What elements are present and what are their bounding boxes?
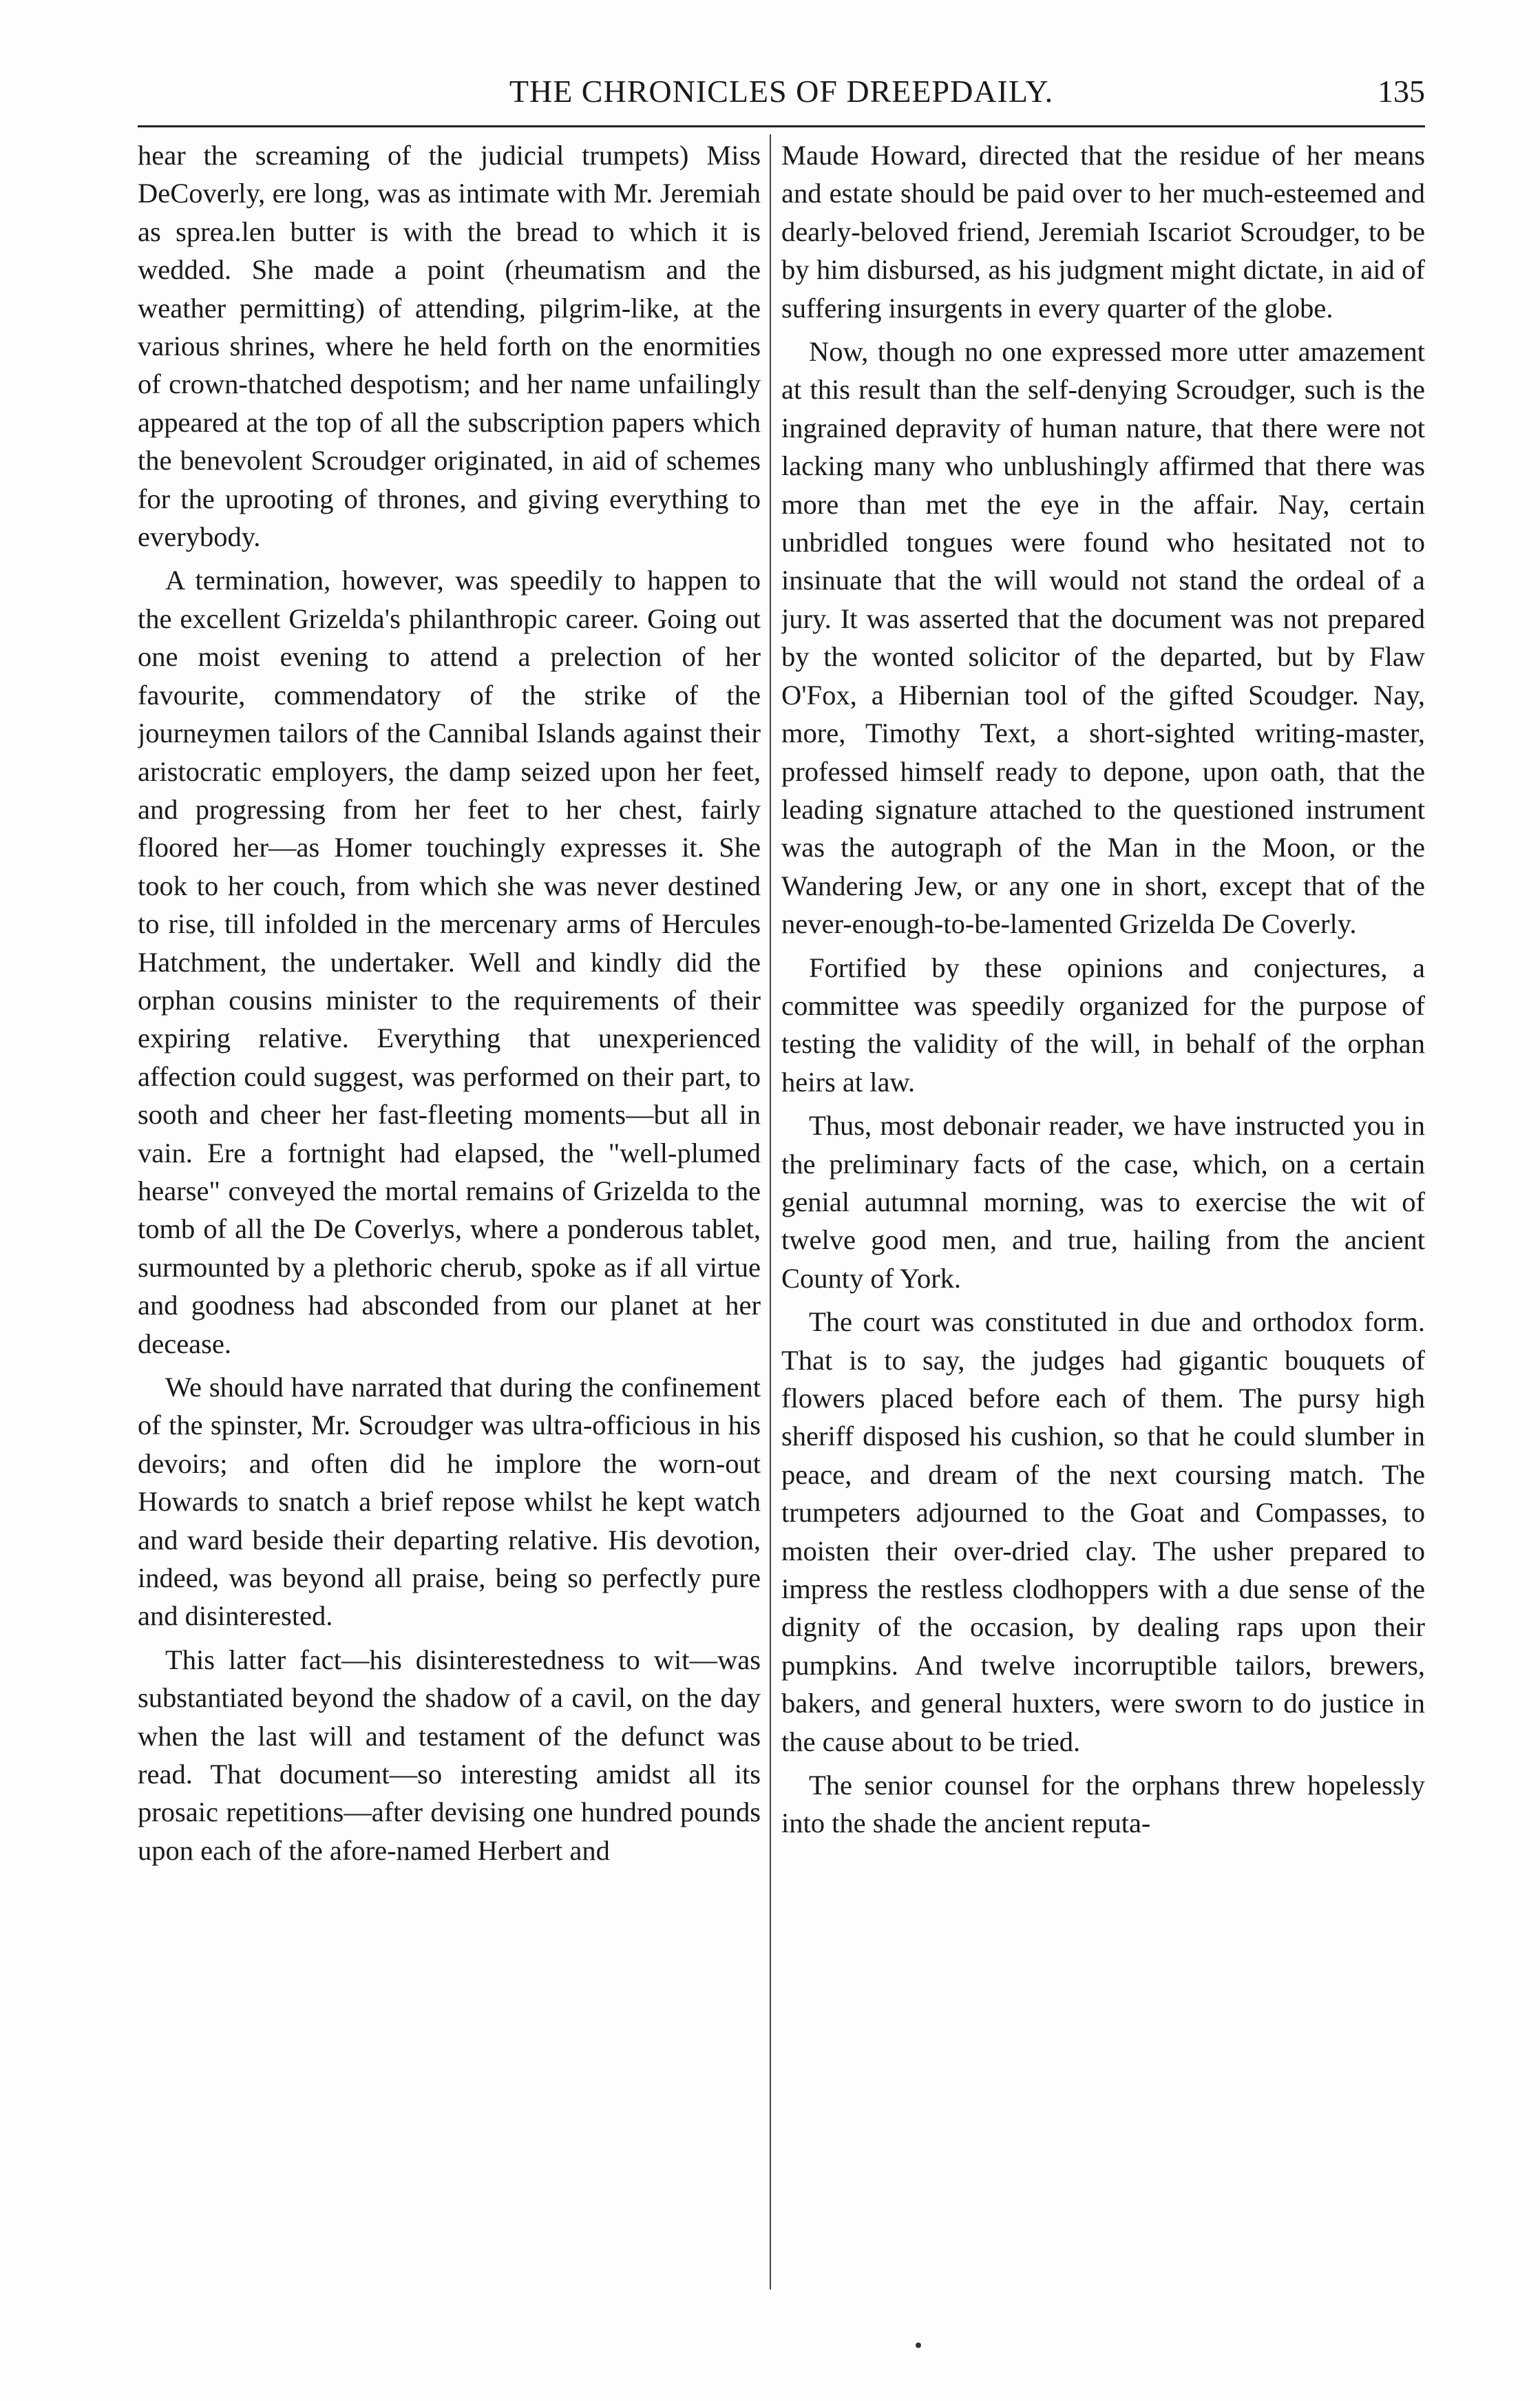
running-title: THE CHRONICLES OF DREEPDAILY. xyxy=(509,74,1054,109)
left-column xyxy=(138,136,761,2285)
column-divider xyxy=(770,134,771,2289)
right-paragraph-3: Fortified by these opinions and conjectures, a committee was speedily organized for the purpose of testing the validity of the will, in behalf of the orphan heirs at law. xyxy=(781,952,1425,1098)
left-paragraph-3: We should have narrated that during the confinement of the spinster, Mr. Scroudger was ultra-officious in his devoirs; and often did he implore the worn-out Howards to snatch a brief repose whilst he kept watch and ward beside their departing relative. His devotion, indeed, was beyond all praise, being so perfectly pure and disinterested. xyxy=(138,1372,761,1632)
running-head xyxy=(138,69,1425,124)
header-rule xyxy=(138,125,1425,127)
ink-speck xyxy=(916,2342,921,2348)
left-paragraph-2: A termination, however, was speedily to happen to the excellent Grizelda's philanthropic career. Going out one moist evening to attend a prelection of her favourite, commendatory of the strike of the journeymen tailors of the Cannibal Islands against their aristocratic employers, the damp seized upon her feet, and progressing from her feet to her chest, fairly floored her—as Homer touchingly expresses it. She took to her couch, from which she was never destined to rise, till infolded in the mercenary arms of Hercules Hatchment, the undertaker. Well and kindly did the orphan cousins minister to the requirements of their expiring relative. Everything that unexperienced affection could suggest, was performed on their part, to sooth and cheer her fast-fleeting moments—but all in vain. Ere a fortnight had elapsed, the "well-plumed hearse" conveyed the mortal remains of Grizelda to the tomb of all the De Coverlys, where a ponderous tablet, surmounted by a plethoric cherub, spoke as if all virtue and goodness had absconded from our planet at her decease. xyxy=(138,565,761,1359)
right-column xyxy=(781,136,1425,2285)
left-paragraph-1: hear the screaming of the judicial trumpets) Miss DeCoverly, ere long, was as intimate with Mr. Jeremiah as sprea.len butter is with the bread to which it is wedded. She made a point (rheumatism and the weather permitting) of attending, pilgrim-like, at the various shrines, where he held forth on the enormities of crown-thatched despotism; and her name unfailingly appeared at the top of all the subscription papers which the benevolent Scroudger originated, in aid of schemes for the uprooting of thrones, and giving everything to everybody. xyxy=(138,140,761,553)
right-paragraph-2: Now, though no one expressed more utter amazement at this result than the self-denying Scroudger, such is the ingrained depravity of human nature, that there were not lacking many who unblushingly affirmed that there was more than met the eye in the affair. Nay, certain unbridled tongues were found who hesitated not to insinuate that the will would not stand the ordeal of a jury. It was asserted that the document was not prepared by the wonted solicitor of the departed, but by Flaw O'Fox, a Hibernian tool of the gifted Scoudger. Nay, more, Timothy Text, a short-sighted writing-master, professed himself ready to depone, upon oath, that the leading signature attached to the questioned instrument was the autograph of the Man in the Moon, or the Wandering Jew, or any one in short, except that of the never-enough-to-be-lamented Grizelda De Coverly. xyxy=(781,336,1425,940)
page-number: 135 xyxy=(1378,74,1425,109)
right-paragraph-5: The court was constituted in due and orthodox form. That is to say, the judges had gigantic bouquets of flowers placed before each of them. The pursy high sheriff disposed his cushion, so that he could slumber in peace, and dream of the next coursing match. The trumpeters adjourned to the Goat and Compasses, to moisten their over-dried clay. The usher prepared to impress the restless clodhoppers with a due sense of the dignity of the occasion, by dealing raps upon their pumpkins. And twelve incorruptible tailors, brewers, bakers, and general huxters, were sworn to do justice in the cause about to be tried. xyxy=(781,1306,1425,1757)
right-paragraph-6: The senior counsel for the orphans threw hopelessly into the shade the ancient reputa- xyxy=(781,1770,1425,1839)
right-paragraph-4: Thus, most debonair reader, we have instructed you in the preliminary facts of the case, which, on a certain genial autumnal morning, was to exercise the wit of twelve good men, and true, hailing from the ancient County of York. xyxy=(781,1110,1425,1294)
left-paragraph-4: This latter fact—his disinterestedness to wit—was substantiated beyond the shadow of a cavil, on the day when the last will and testament of the defunct was read. That document—so interesting amidst all its prosaic repetitions—after devising one hundred pounds upon each of the afore-named Herbert and xyxy=(138,1644,761,1866)
right-paragraph-1: Maude Howard, directed that the residue of her means and estate should be paid over to her much-esteemed and dearly-beloved friend, Jeremiah Iscariot Scroudger, to be by him disbursed, as his judgment might dictate, in aid of suffering insurgents in every quarter of the globe. xyxy=(781,140,1425,324)
